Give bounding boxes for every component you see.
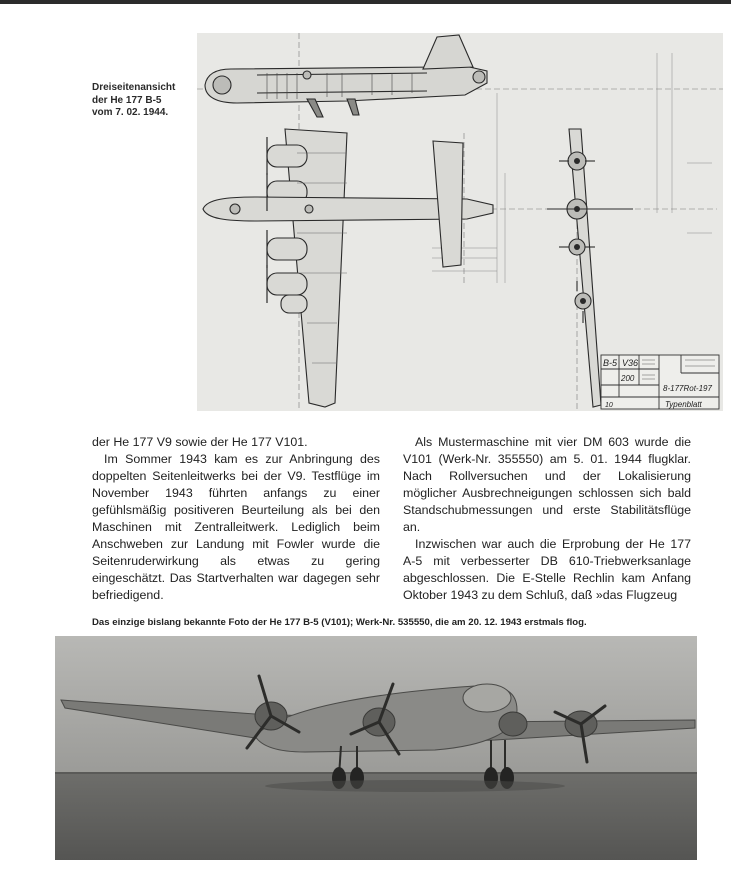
drawing-caption-line-3: vom 7. 02. 1944. [92,107,169,118]
sheet-name: Typenblatt [665,400,702,409]
title-block-cell-2: V36 [622,358,639,368]
drawing-caption-line-1: Dreiseitenansicht [92,82,176,93]
text-column-left [92,434,380,604]
top-border [0,0,731,4]
left-paragraph-2: Im Sommer 1943 kam es zur Anbringung des doppelten Seitenleitwerks bei der V9. Testflüge im November 1943 führten anfangs zu einer gefühlsmäßig positiveren Beurteilung als bei den Maschinen mit Zentralleitwerk. Lediglich beim Anschweben zur Landung mit Fowler wurde die Seitenruderwirkung als etwas zu gering eingeschätzt. Das Startverhalten war dagegen sehr befriedigend. [92,452,380,602]
drawing-caption-line-2: der He 177 B-5 [92,94,162,106]
aircraft-photo [55,636,697,860]
three-view-drawing [197,33,723,411]
photo-caption: Das einzige bislang bekannte Foto der He 177 B-5 (V101); Werk-Nr. 535550, die am 20. 12. 1943 erstmals flog. [92,617,587,628]
title-block-cell-4: 10 [605,402,613,409]
drawing-caption [92,82,192,120]
left-paragraph-1: der He 177 V9 sowie der He 177 V101. [92,435,308,449]
title-block-cell-3: 200 [621,374,635,383]
text-column-right [403,434,691,604]
right-paragraph-1: Als Mustermaschine mit vier DM 603 wurde die V101 (Werk-Nr. 355550) am 5. 01. 1944 flugklar. Nach Rollversuchen und der Lokalisierung möglicher Ausbrechneigungen schlossen sich bald Standschubmessungen und erste Stabilitätsflüge an. [403,435,691,534]
title-block-cell-1: B-5 [603,358,618,368]
right-paragraph-2: Inzwischen war auch die Erprobung der He 177 A-5 mit verbesserter DB 610-Triebwerksanlage abgeschlossen. Die E-Stelle Rechlin kam Anfang Oktober 1943 zu dem Schluß, daß »das Flugzeug [403,537,691,602]
drawing-number: 8-177Rot-197 [663,384,712,393]
